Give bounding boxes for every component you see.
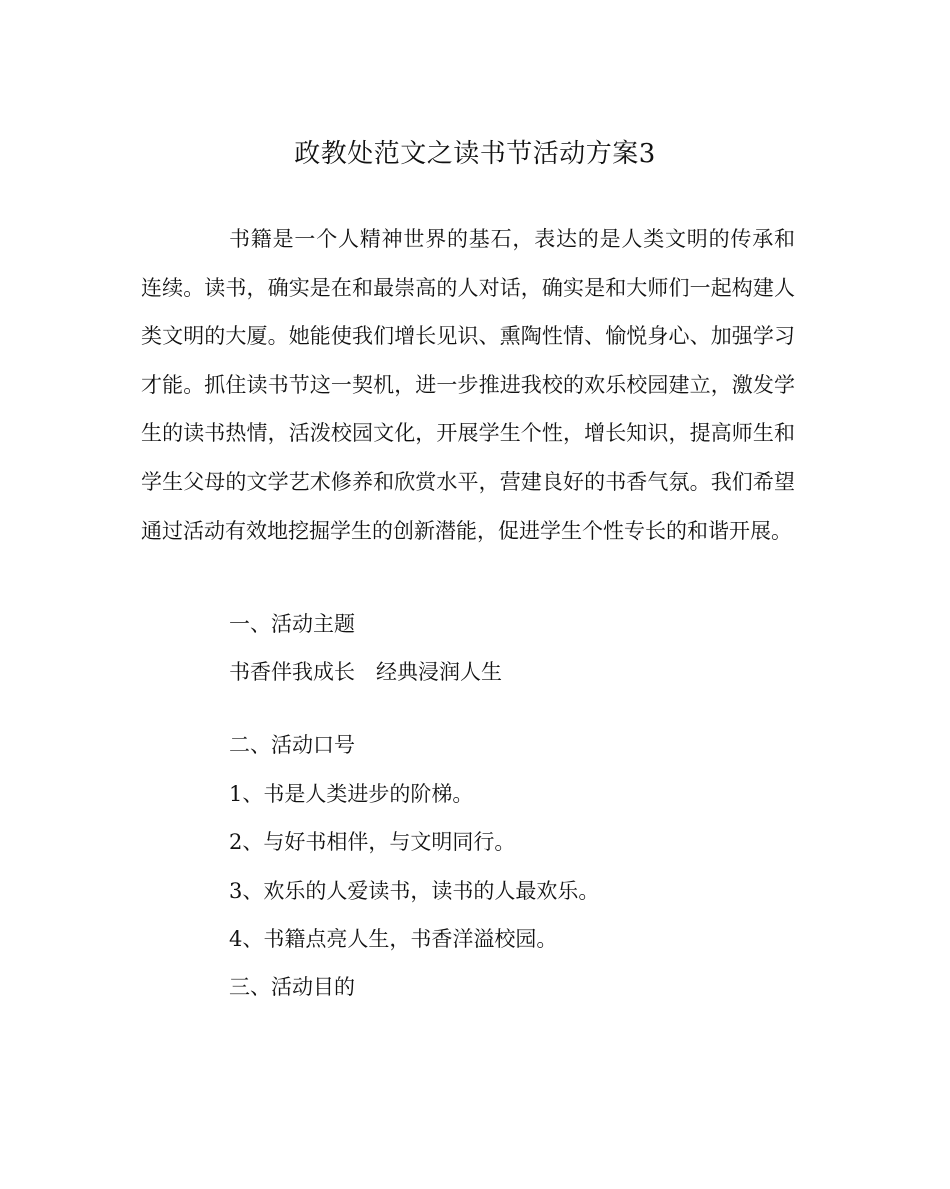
slogan-item: 2、与好书相伴，与文明同行。 [229, 830, 516, 854]
slogan-item: 1、书是人类进步的阶梯。 [229, 782, 474, 806]
slogan-item: 4、书籍点亮人生，书香洋溢校园。 [229, 927, 558, 951]
section-heading-theme: 一、活动主题 [229, 612, 355, 636]
theme-text: 书香伴我成长 经典浸润人生 [229, 660, 502, 684]
intro-paragraph: 书籍是一个人精神世界的基石，表达的是人类文明的传承和连续。读书，确实是在和最崇高的人对话，确实是和大师们一起构建人类文明的大厦。她能使我们增长见识、熏陶性情、愉悦身心、加强学习才能。抓住读书节这一契机，进一步推进我校的欢乐校园建立，激发学生的读书热情，活泼校园文化，开展学生个性，增长知识，提高师生和学生父母的文学艺术修养和欣赏水平，营建良好的书香气氛。我们希望通过活动有效地挖掘学生的创新潜能，促进学生个性专长的和谐开展。 [141, 227, 795, 543]
section-heading-purpose: 三、活动目的 [229, 975, 355, 999]
slogan-item: 3、欢乐的人爱读书，读书的人最欢乐。 [229, 879, 600, 903]
section-heading-slogan: 二、活动口号 [229, 733, 355, 757]
document-title: 政教处范文之读书节活动方案3 [294, 139, 656, 169]
